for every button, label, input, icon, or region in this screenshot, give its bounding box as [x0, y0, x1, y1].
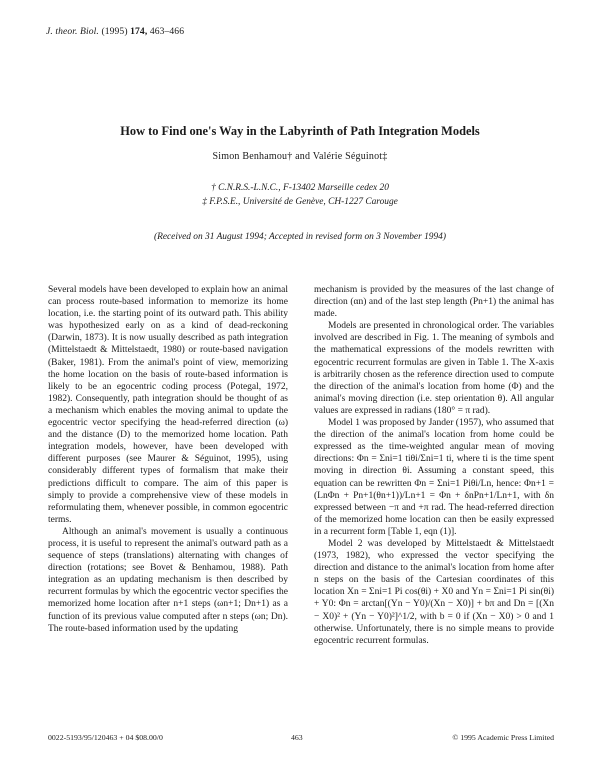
journal-year: (1995): [101, 26, 128, 37]
paragraph: mechanism is provided by the measures of the last change of direction (αn) and of the last step length (Pn+1) the animal has made.: [314, 285, 554, 320]
copyright-notice: © 1995 Academic Press Limited: [452, 733, 554, 742]
left-column: [48, 284, 288, 635]
page-number: 463: [291, 733, 303, 742]
article-code: 0022-5193/95/120463 + 04 $08.00/0: [48, 733, 163, 742]
paragraph: Several models have been developed to explain how an animal can process route-based information to memorize its home location, i.e. the starting point of its outward path. This ability was hypothesized early on as a kind of dead-reckoning (Darwin, 1873). It is now usually described as path integration (Mittelstaedt & Mittelstaedt, 1980) or route-based navigation (Baker, 1981). From the animal's point of view, memorizing the home location on the basis of route-based information is likely to be an egocentric coding process (Potegal, 1972, 1982). Consequently, path integration should be thought of as a mechanism which enables the moving animal to update the egocentric vector specifying the head-referred direction (ω) and the distance (D) to the memorized home location. Path integration models, however, have been developed with different purposes (see Maurer & Séguinot, 1995), using considerably different types of formalism that make their predictions difficult to compare. The aim of this paper is simply to provide a comprehensive view of these models in reformulating them, whenever possible, in common egocentric terms.: [48, 285, 288, 525]
journal-citation: [46, 26, 184, 37]
received-dates: (Received on 31 August 1994; Accepted in revised form on 3 November 1994): [154, 232, 446, 242]
paragraph: Although an animal's movement is usually a continuous process, it is useful to represent the animal's outward path as a sequence of steps (translations) alternating with changes of direction (rotations; see Bovet & Benhamou, 1988). Path integration as an updating mechanism is then described by recurrent formulas by which the egocentric vector specifies the memorized home location after n+1 steps (ωn+1; Dn+1) as a function of its previous value computed after n steps (ωn; Dn). The route-based information used by the updating: [48, 526, 288, 634]
affiliation-2: ‡ F.P.S.E., Université de Genève, CH-1227 Carouge: [202, 197, 398, 207]
paper-title: How to Find one's Way in the Labyrinth of Path Integration Models: [120, 124, 480, 138]
paragraph: Model 1 was proposed by Jander (1957), who assumed that the direction of the animal's location from home could be expressed as the time-weighted angular mean of moving directions: Φn = Σni=1 tiθi/Σni=1 ti, where ti is the time spent moving in direction θi. Assuming a constant speed, this equation can be rewritten Φn = Σni=1 Piθi/Ln, hence: Φn+1 = (LnΦn + Pn+1(θn+1))/Ln+1 = Φn + δnPn+1/Ln+1, with δn expressed between −π and +π rad. The head-referred direction of the memorized home location can then be easily expressed in a recurrent form [Table 1, eqn (1)].: [314, 418, 554, 537]
paragraph: Model 2 was developed by Mittelstaedt & Mittelstaedt (1973, 1982), who expressed the vector specifying the direction and distance to the animal's location from home after n steps on the basis of the Cartesian coordinates of this location Xn = Σni=1 Pi cos(θi) + X0 and Yn = Σni=1 Pi sin(θi) + Y0: Φn = arctan[(Yn − Y0)/(Xn − X0)] + bπ and Dn = [(Xn − X0)² + (Yn − Y0)²]^1/2, with b = 0 if (Xn − X0) > 0 and 1 otherwise. Unfortunately, there is no simple means to provide egocentric recurrent formulas.: [314, 538, 554, 646]
journal-pages: 463–466: [149, 26, 185, 37]
journal-name: J. theor. Biol.: [46, 26, 99, 37]
right-column: [314, 284, 554, 647]
paragraph: Models are presented in chronological order. The variables involved are described in Fig. 1. The meaning of symbols and the mathematical expressions of the models rewritten with egocentric recurrent formulas are given in Table 1. The X-axis is arbitrarily chosen as the reference direction used to compute the direction of the animal's location from home (Φ) and the animal's moving direction (i.e. step orientation θ). All angular values are expressed in radians (180° = π rad).: [314, 321, 554, 416]
journal-volume: 174,: [130, 26, 148, 37]
affiliation-1: † C.N.R.S.-L.N.C., F-13402 Marseille cedex 20: [211, 183, 389, 193]
paper-authors: Simon Benhamou† and Valérie Séguinot‡: [212, 151, 388, 162]
